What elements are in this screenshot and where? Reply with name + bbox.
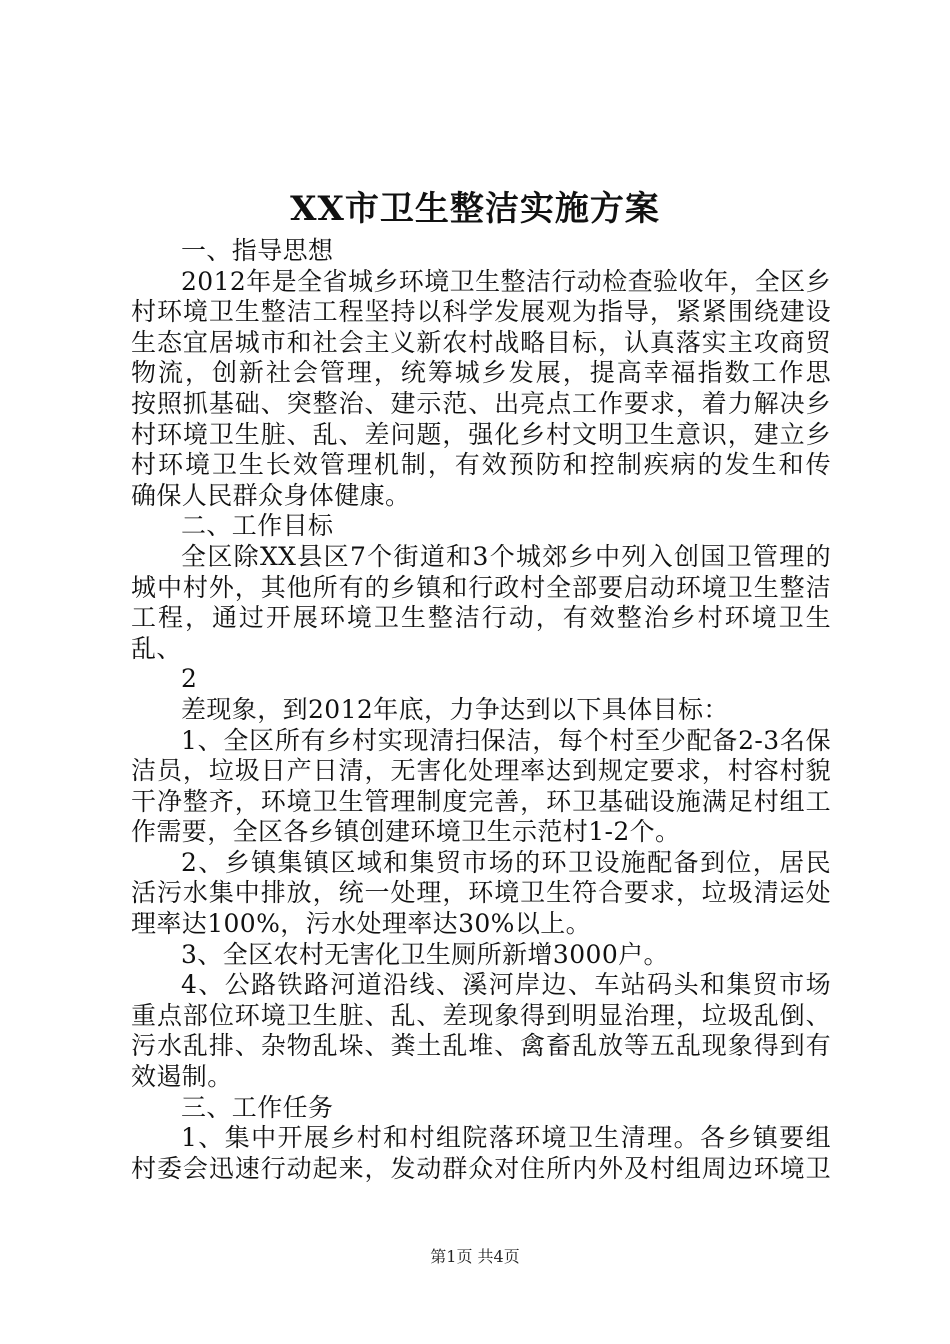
text-line: 村环境卫生脏、乱、差问题，强化乡村文明卫生意识，建立乡: [131, 419, 831, 449]
text-line: 理率达100%，污水处理率达30%以上。: [131, 909, 592, 939]
text-line: 作需要，全区各乡镇创建环境卫生示范村1-2个。: [131, 817, 681, 847]
text-line: 干净整齐，环境卫生管理制度完善，环卫基础设施满足村组工: [131, 786, 831, 816]
text-line: 1、全区所有乡村实现清扫保洁，每个村至少配备2-3名保: [181, 725, 831, 755]
text-line: 确保人民群众身体健康。: [131, 480, 411, 510]
text-line: 一、指导思想: [181, 236, 334, 265]
text-line: 全区除XX县区7个街道和3个城郊乡中列入创国卫管理的: [181, 541, 831, 571]
text-line: 3、全区农村无害化卫生厕所新增3000户。: [181, 939, 669, 969]
document-title: XX市卫生整洁实施方案: [290, 189, 660, 229]
text-line: 二、工作目标: [181, 511, 334, 541]
text-line: 村环境卫生长效管理机制，有效预防和控制疾病的发生和传: [131, 450, 831, 480]
text-line: 城中村外，其他所有的乡镇和行政村全部要启动环境卫生整洁: [131, 572, 831, 602]
text-line: 2、乡镇集镇区域和集贸市场的环卫设施配备到位，居民: [181, 847, 831, 877]
text-line: 4、公路铁路河道沿线、溪河岸边、车站码头和集贸市场: [181, 970, 831, 1000]
text-line: 污水乱排、杂物乱垛、粪土乱堆、禽畜乱放等五乱现象得到有: [131, 1031, 831, 1061]
document-body: [131, 236, 831, 1184]
text-line: 乱、: [131, 633, 182, 663]
text-line: 效遏制。: [131, 1062, 233, 1092]
text-line: 洁员，垃圾日产日清，无害化处理率达到规定要求，村容村貌: [131, 756, 831, 786]
text-line: 2: [181, 664, 198, 694]
text-line: 工程，通过开展环境卫生整洁行动，有效整治乡村环境卫生: [131, 603, 831, 633]
text-line: 1、集中开展乡村和村组院落环境卫生清理。各乡镇要组: [181, 1123, 831, 1153]
text-line: 差现象，到2012年底，力争达到以下具体目标：: [181, 694, 729, 724]
text-line: 生态宜居城市和社会主义新农村战略目标，认真落实主攻商贸: [131, 327, 831, 357]
text-line: 活污水集中排放，统一处理，环境卫生符合要求，垃圾清运处: [131, 878, 831, 908]
text-line: 村环境卫生整洁工程坚持以科学发展观为指导，紧紧围绕建设: [131, 297, 831, 327]
text-line: 物流，创新社会管理，统筹城乡发展，提高幸福指数工作思: [131, 358, 831, 388]
text-line: 三、工作任务: [181, 1092, 334, 1122]
text-line: 村委会迅速行动起来，发动群众对住所内外及村组周边环境卫: [131, 1153, 831, 1183]
text-line: 按照抓基础、突整治、建示范、出亮点工作要求，着力解决乡: [131, 388, 831, 418]
page-footer: 第1页 共4页: [430, 1247, 520, 1266]
text-line: 2012年是全省城乡环境卫生整洁行动检查验收年，全区乡: [181, 266, 831, 296]
text-line: 重点部位环境卫生脏、乱、差现象得到明显治理，垃圾乱倒、: [131, 1000, 831, 1030]
